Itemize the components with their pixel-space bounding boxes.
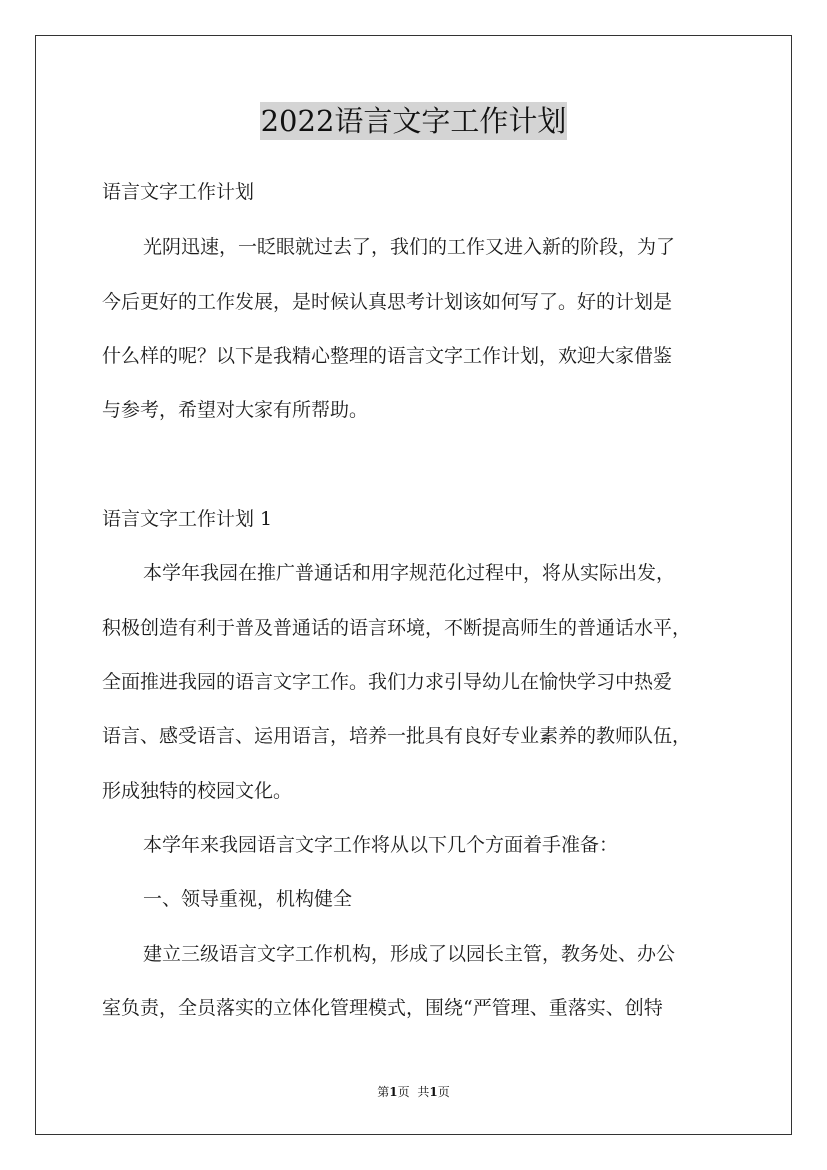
paragraph-line: 形成独特的校园文化。: [102, 780, 293, 802]
subsection-heading: 一、领导重视，机构健全: [143, 888, 353, 910]
paragraph-line: 语言、感受语言、运用语言，培养一批具有良好专业素养的教师队伍，: [102, 725, 692, 747]
document-title: 2022语言文字工作计划: [260, 104, 567, 138]
footer-total-number: 1: [429, 1085, 438, 1099]
paragraph-line: 光阴迅速，一眨眼就过去了，我们的工作又进入新的阶段，为了: [143, 236, 676, 258]
footer-page-suffix: 页: [397, 1085, 410, 1099]
intro-heading: 语言文字工作计划: [102, 181, 255, 203]
title-container: [0, 102, 827, 140]
paragraph-line: 本学年我园在推广普通话和用字规范化过程中，将从实际出发，: [143, 562, 676, 584]
footer-page-number: 1: [389, 1085, 398, 1099]
paragraph-line: 建立三级语言文字工作机构，形成了以园长主管，教务处、办公: [143, 943, 676, 965]
paragraph-line: 与参考，希望对大家有所帮助。: [102, 399, 369, 421]
paragraph-line: 全面推进我园的语言文字工作。我们力求引导幼儿在愉快学习中热爱: [102, 671, 673, 693]
footer-total-prefix: 共: [417, 1085, 430, 1099]
page-footer: [0, 1084, 827, 1100]
footer-total-suffix: 页: [437, 1085, 450, 1099]
paragraph-line: 本学年来我园语言文字工作将从以下几个方面着手准备：: [143, 834, 619, 856]
paragraph-line: 什么样的呢？以下是我精心整理的语言文字工作计划，欢迎大家借鉴: [102, 345, 673, 367]
paragraph-line: 积极创造有利于普及普通话的语言环境，不断提高师生的普通话水平，: [102, 617, 692, 639]
paragraph-line: 室负责，全员落实的立体化管理模式，围绕“严管理、重落实、创特: [102, 997, 663, 1019]
footer-page-prefix: 第: [377, 1085, 390, 1099]
paragraph-line: 今后更好的工作发展，是时候认真思考计划该如何写了。好的计划是: [102, 291, 673, 313]
section-heading: 语言文字工作计划 1: [102, 508, 273, 530]
